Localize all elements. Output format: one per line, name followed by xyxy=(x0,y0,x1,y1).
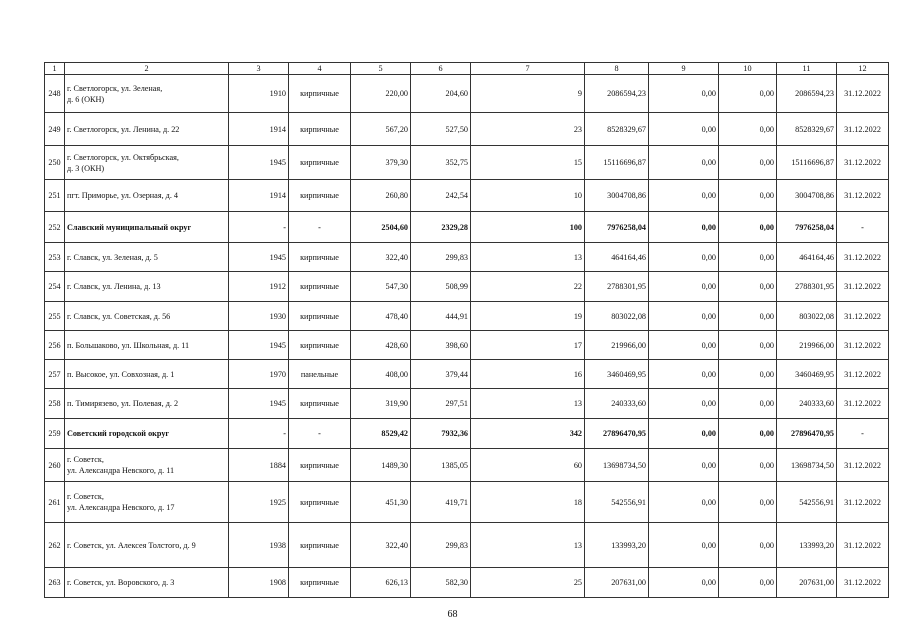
fund-share-cell: 0,00 xyxy=(649,146,719,180)
cost-cell: 7976258,04 xyxy=(585,212,649,243)
cost-cell: 803022,08 xyxy=(585,302,649,331)
row-number: 254 xyxy=(45,272,65,302)
wall-material-cell: кирпичные xyxy=(289,272,351,302)
row-number: 261 xyxy=(45,482,65,523)
column-number: 9 xyxy=(649,63,719,75)
total-area-cell: 626,13 xyxy=(351,568,411,598)
cost-cell: 207631,00 xyxy=(585,568,649,598)
row-number: 249 xyxy=(45,113,65,146)
year-cell: 1914 xyxy=(229,180,289,212)
cost-cell: 3460469,95 xyxy=(585,360,649,389)
deadline-cell: 31.12.2022 xyxy=(837,302,889,331)
wall-material-cell: кирпичные xyxy=(289,523,351,568)
living-area-cell: 527,50 xyxy=(411,113,471,146)
residents-cell: 342 xyxy=(471,419,585,449)
total-area-cell: 260,80 xyxy=(351,180,411,212)
living-area-cell: 582,30 xyxy=(411,568,471,598)
wall-material-cell: кирпичные xyxy=(289,302,351,331)
address-line: г. Светлогорск, ул. Октябрьская, xyxy=(67,152,179,162)
table-row xyxy=(45,568,889,598)
deadline-cell: 31.12.2022 xyxy=(837,449,889,482)
wall-material-cell: кирпичные xyxy=(289,449,351,482)
row-number: 259 xyxy=(45,419,65,449)
residents-cell: 13 xyxy=(471,523,585,568)
address-cell xyxy=(65,523,229,568)
address-line: ул. Александра Невского, д. 11 xyxy=(67,466,175,475)
wall-material-cell: кирпичные xyxy=(289,243,351,272)
residents-cell: 22 xyxy=(471,272,585,302)
wall-material-cell: кирпичные xyxy=(289,180,351,212)
owner-funds-cell: 464164,46 xyxy=(777,243,837,272)
owner-funds-cell: 207631,00 xyxy=(777,568,837,598)
table-row xyxy=(45,180,889,212)
fund-share-cell: 0,00 xyxy=(649,331,719,360)
address-line: г. Советск, xyxy=(67,455,104,464)
address-line: д. 6 (ОКН) xyxy=(67,94,105,104)
living-area-cell: 299,83 xyxy=(411,243,471,272)
address-cell xyxy=(65,180,229,212)
total-area-cell: 1489,30 xyxy=(351,449,411,482)
residents-cell: 25 xyxy=(471,568,585,598)
total-area-cell: 428,60 xyxy=(351,331,411,360)
total-area-cell: 478,40 xyxy=(351,302,411,331)
total-area-cell: 2504,60 xyxy=(351,212,411,243)
cost-cell: 219966,00 xyxy=(585,331,649,360)
budget-share-cell: 0,00 xyxy=(719,113,777,146)
year-cell: 1930 xyxy=(229,302,289,331)
table-row xyxy=(45,113,889,146)
total-area-cell: 547,30 xyxy=(351,272,411,302)
row-number: 262 xyxy=(45,523,65,568)
wall-material-cell: кирпичные xyxy=(289,331,351,360)
cost-cell: 542556,91 xyxy=(585,482,649,523)
year-cell: 1945 xyxy=(229,146,289,180)
column-number: 5 xyxy=(351,63,411,75)
residents-cell: 17 xyxy=(471,331,585,360)
address-cell xyxy=(65,272,229,302)
owner-funds-cell: 2086594,23 xyxy=(777,75,837,113)
living-area-cell: 297,51 xyxy=(411,389,471,419)
budget-share-cell: 0,00 xyxy=(719,75,777,113)
budget-share-cell: 0,00 xyxy=(719,482,777,523)
cost-cell: 133993,20 xyxy=(585,523,649,568)
deadline-cell: - xyxy=(837,419,889,449)
deadline-cell: 31.12.2022 xyxy=(837,243,889,272)
residents-cell: 13 xyxy=(471,389,585,419)
total-area-cell: 567,20 xyxy=(351,113,411,146)
budget-share-cell: 0,00 xyxy=(719,302,777,331)
deadline-cell: 31.12.2022 xyxy=(837,523,889,568)
wall-material-cell: кирпичные xyxy=(289,389,351,419)
residents-cell: 18 xyxy=(471,482,585,523)
living-area-cell: 299,83 xyxy=(411,523,471,568)
budget-share-cell: 0,00 xyxy=(719,180,777,212)
row-number: 248 xyxy=(45,75,65,113)
owner-funds-cell: 3004708,86 xyxy=(777,180,837,212)
year-cell: 1910 xyxy=(229,75,289,113)
year-cell: 1908 xyxy=(229,568,289,598)
living-area-cell: 444,91 xyxy=(411,302,471,331)
fund-share-cell: 0,00 xyxy=(649,180,719,212)
total-area-cell: 319,90 xyxy=(351,389,411,419)
living-area-cell: 1385,05 xyxy=(411,449,471,482)
cost-cell: 240333,60 xyxy=(585,389,649,419)
address-line: пгт. Приморье, ул. Озерная, д. 4 xyxy=(67,191,179,200)
table-row xyxy=(45,389,889,419)
cost-cell: 8528329,67 xyxy=(585,113,649,146)
address-line: Славский муниципальный округ xyxy=(67,222,192,232)
total-area-cell: 220,00 xyxy=(351,75,411,113)
owner-funds-cell: 2788301,95 xyxy=(777,272,837,302)
table-row xyxy=(45,243,889,272)
owner-funds-cell: 240333,60 xyxy=(777,389,837,419)
address-cell xyxy=(65,331,229,360)
year-cell: 1884 xyxy=(229,449,289,482)
address-line: ул. Александра Невского, д. 17 xyxy=(67,503,175,512)
row-number: 260 xyxy=(45,449,65,482)
budget-share-cell: 0,00 xyxy=(719,212,777,243)
total-area-cell: 408,00 xyxy=(351,360,411,389)
budget-share-cell: 0,00 xyxy=(719,243,777,272)
total-area-cell: 379,30 xyxy=(351,146,411,180)
wall-material-cell: - xyxy=(289,212,351,243)
table-row xyxy=(45,75,889,113)
living-area-cell: 352,75 xyxy=(411,146,471,180)
residents-cell: 19 xyxy=(471,302,585,331)
address-line: г. Советск, ул. Алексея Толстого, д. 9 xyxy=(67,540,196,550)
cost-cell: 2788301,95 xyxy=(585,272,649,302)
address-line: п. Тимирязево, ул. Полевая, д. 2 xyxy=(67,399,179,408)
total-area-cell: 8529,42 xyxy=(351,419,411,449)
column-number: 6 xyxy=(411,63,471,75)
address-cell xyxy=(65,568,229,598)
address-cell xyxy=(65,389,229,419)
column-number: 4 xyxy=(289,63,351,75)
column-number: 8 xyxy=(585,63,649,75)
wall-material-cell: кирпичные xyxy=(289,568,351,598)
address-line: г. Светлогорск, ул. Ленина, д. 22 xyxy=(67,124,180,134)
year-cell: 1925 xyxy=(229,482,289,523)
address-line: п. Высокое, ул. Совхозная, д. 1 xyxy=(67,369,175,379)
owner-funds-cell: 27896470,95 xyxy=(777,419,837,449)
wall-material-cell: кирпичные xyxy=(289,75,351,113)
table-row xyxy=(45,523,889,568)
fund-share-cell: 0,00 xyxy=(649,212,719,243)
subtotal-row xyxy=(45,212,889,243)
residents-cell: 60 xyxy=(471,449,585,482)
address-line: Советский городской округ xyxy=(67,429,170,438)
budget-share-cell: 0,00 xyxy=(719,389,777,419)
deadline-cell: 31.12.2022 xyxy=(837,272,889,302)
address-line: г. Светлогорск, ул. Зеленая, xyxy=(67,83,163,93)
living-area-cell: 419,71 xyxy=(411,482,471,523)
deadline-cell: - xyxy=(837,212,889,243)
residents-cell: 15 xyxy=(471,146,585,180)
address-cell xyxy=(65,449,229,482)
budget-share-cell: 0,00 xyxy=(719,449,777,482)
address-line: д. 3 (ОКН) xyxy=(67,163,105,173)
column-number-row xyxy=(45,63,889,75)
year-cell: 1945 xyxy=(229,331,289,360)
owner-funds-cell: 15116696,87 xyxy=(777,146,837,180)
column-number: 11 xyxy=(777,63,837,75)
table-row xyxy=(45,449,889,482)
fund-share-cell: 0,00 xyxy=(649,482,719,523)
address-cell xyxy=(65,243,229,272)
year-cell: - xyxy=(229,419,289,449)
deadline-cell: 31.12.2022 xyxy=(837,360,889,389)
budget-share-cell: 0,00 xyxy=(719,146,777,180)
deadline-cell: 31.12.2022 xyxy=(837,331,889,360)
row-number: 258 xyxy=(45,389,65,419)
address-cell xyxy=(65,212,229,243)
owner-funds-cell: 3460469,95 xyxy=(777,360,837,389)
cost-cell: 13698734,50 xyxy=(585,449,649,482)
budget-share-cell: 0,00 xyxy=(719,360,777,389)
fund-share-cell: 0,00 xyxy=(649,389,719,419)
address-cell xyxy=(65,146,229,180)
budget-share-cell: 0,00 xyxy=(719,568,777,598)
fund-share-cell: 0,00 xyxy=(649,75,719,113)
year-cell: - xyxy=(229,212,289,243)
total-area-cell: 451,30 xyxy=(351,482,411,523)
budget-share-cell: 0,00 xyxy=(719,272,777,302)
total-area-cell: 322,40 xyxy=(351,243,411,272)
budget-share-cell: 0,00 xyxy=(719,419,777,449)
fund-share-cell: 0,00 xyxy=(649,272,719,302)
row-number: 250 xyxy=(45,146,65,180)
living-area-cell: 2329,28 xyxy=(411,212,471,243)
column-number: 2 xyxy=(65,63,229,75)
living-area-cell: 242,54 xyxy=(411,180,471,212)
budget-share-cell: 0,00 xyxy=(719,331,777,360)
row-number: 253 xyxy=(45,243,65,272)
address-cell xyxy=(65,360,229,389)
row-number: 263 xyxy=(45,568,65,598)
wall-material-cell: кирпичные xyxy=(289,146,351,180)
column-number: 12 xyxy=(837,63,889,75)
cost-cell: 2086594,23 xyxy=(585,75,649,113)
table-row xyxy=(45,272,889,302)
address-cell xyxy=(65,419,229,449)
fund-share-cell: 0,00 xyxy=(649,449,719,482)
address-cell xyxy=(65,302,229,331)
address-line: г. Советск, xyxy=(67,492,104,501)
deadline-cell: 31.12.2022 xyxy=(837,146,889,180)
address-line: г. Советск, ул. Воровского, д. 3 xyxy=(67,578,175,587)
wall-material-cell: панельные xyxy=(289,360,351,389)
row-number: 252 xyxy=(45,212,65,243)
owner-funds-cell: 542556,91 xyxy=(777,482,837,523)
deadline-cell: 31.12.2022 xyxy=(837,568,889,598)
cost-cell: 3004708,86 xyxy=(585,180,649,212)
residents-cell: 100 xyxy=(471,212,585,243)
column-number: 1 xyxy=(45,63,65,75)
column-number: 7 xyxy=(471,63,585,75)
page-number: 68 xyxy=(447,609,458,620)
fund-share-cell: 0,00 xyxy=(649,568,719,598)
deadline-cell: 31.12.2022 xyxy=(837,180,889,212)
deadline-cell: 31.12.2022 xyxy=(837,482,889,523)
fund-share-cell: 0,00 xyxy=(649,523,719,568)
wall-material-cell: кирпичные xyxy=(289,113,351,146)
living-area-cell: 7932,36 xyxy=(411,419,471,449)
deadline-cell: 31.12.2022 xyxy=(837,113,889,146)
living-area-cell: 398,60 xyxy=(411,331,471,360)
fund-share-cell: 0,00 xyxy=(649,360,719,389)
wall-material-cell: кирпичные xyxy=(289,482,351,523)
address-cell xyxy=(65,482,229,523)
address-cell xyxy=(65,113,229,146)
owner-funds-cell: 803022,08 xyxy=(777,302,837,331)
total-area-cell: 322,40 xyxy=(351,523,411,568)
owner-funds-cell: 219966,00 xyxy=(777,331,837,360)
row-number: 251 xyxy=(45,180,65,212)
cost-cell: 464164,46 xyxy=(585,243,649,272)
fund-share-cell: 0,00 xyxy=(649,243,719,272)
residents-cell: 13 xyxy=(471,243,585,272)
owner-funds-cell: 7976258,04 xyxy=(777,212,837,243)
table-row xyxy=(45,146,889,180)
table-row xyxy=(45,360,889,389)
owner-funds-cell: 13698734,50 xyxy=(777,449,837,482)
cost-cell: 15116696,87 xyxy=(585,146,649,180)
fund-share-cell: 0,00 xyxy=(649,113,719,146)
address-line: г. Славск, ул. Зеленая, д. 5 xyxy=(67,252,158,262)
residents-cell: 9 xyxy=(471,75,585,113)
owner-funds-cell: 133993,20 xyxy=(777,523,837,568)
row-number: 256 xyxy=(45,331,65,360)
year-cell: 1912 xyxy=(229,272,289,302)
subtotal-row xyxy=(45,419,889,449)
column-number: 10 xyxy=(719,63,777,75)
address-line: г. Славск, ул. Ленина, д. 13 xyxy=(67,282,161,291)
cost-cell: 27896470,95 xyxy=(585,419,649,449)
living-area-cell: 508,99 xyxy=(411,272,471,302)
address-cell xyxy=(65,75,229,113)
residents-cell: 16 xyxy=(471,360,585,389)
table-row xyxy=(45,302,889,331)
address-line: п. Большаково, ул. Школьная, д. 11 xyxy=(67,340,190,350)
table-row xyxy=(45,331,889,360)
wall-material-cell: - xyxy=(289,419,351,449)
column-number: 3 xyxy=(229,63,289,75)
row-number: 255 xyxy=(45,302,65,331)
year-cell: 1938 xyxy=(229,523,289,568)
residents-cell: 23 xyxy=(471,113,585,146)
owner-funds-cell: 8528329,67 xyxy=(777,113,837,146)
deadline-cell: 31.12.2022 xyxy=(837,389,889,419)
residents-cell: 10 xyxy=(471,180,585,212)
year-cell: 1970 xyxy=(229,360,289,389)
budget-share-cell: 0,00 xyxy=(719,523,777,568)
data-table xyxy=(44,62,889,598)
living-area-cell: 204,60 xyxy=(411,75,471,113)
year-cell: 1945 xyxy=(229,389,289,419)
fund-share-cell: 0,00 xyxy=(649,302,719,331)
year-cell: 1945 xyxy=(229,243,289,272)
address-line: г. Славск, ул. Советская, д. 56 xyxy=(67,311,171,321)
deadline-cell: 31.12.2022 xyxy=(837,75,889,113)
fund-share-cell: 0,00 xyxy=(649,419,719,449)
year-cell: 1914 xyxy=(229,113,289,146)
table-row xyxy=(45,482,889,523)
living-area-cell: 379,44 xyxy=(411,360,471,389)
row-number: 257 xyxy=(45,360,65,389)
